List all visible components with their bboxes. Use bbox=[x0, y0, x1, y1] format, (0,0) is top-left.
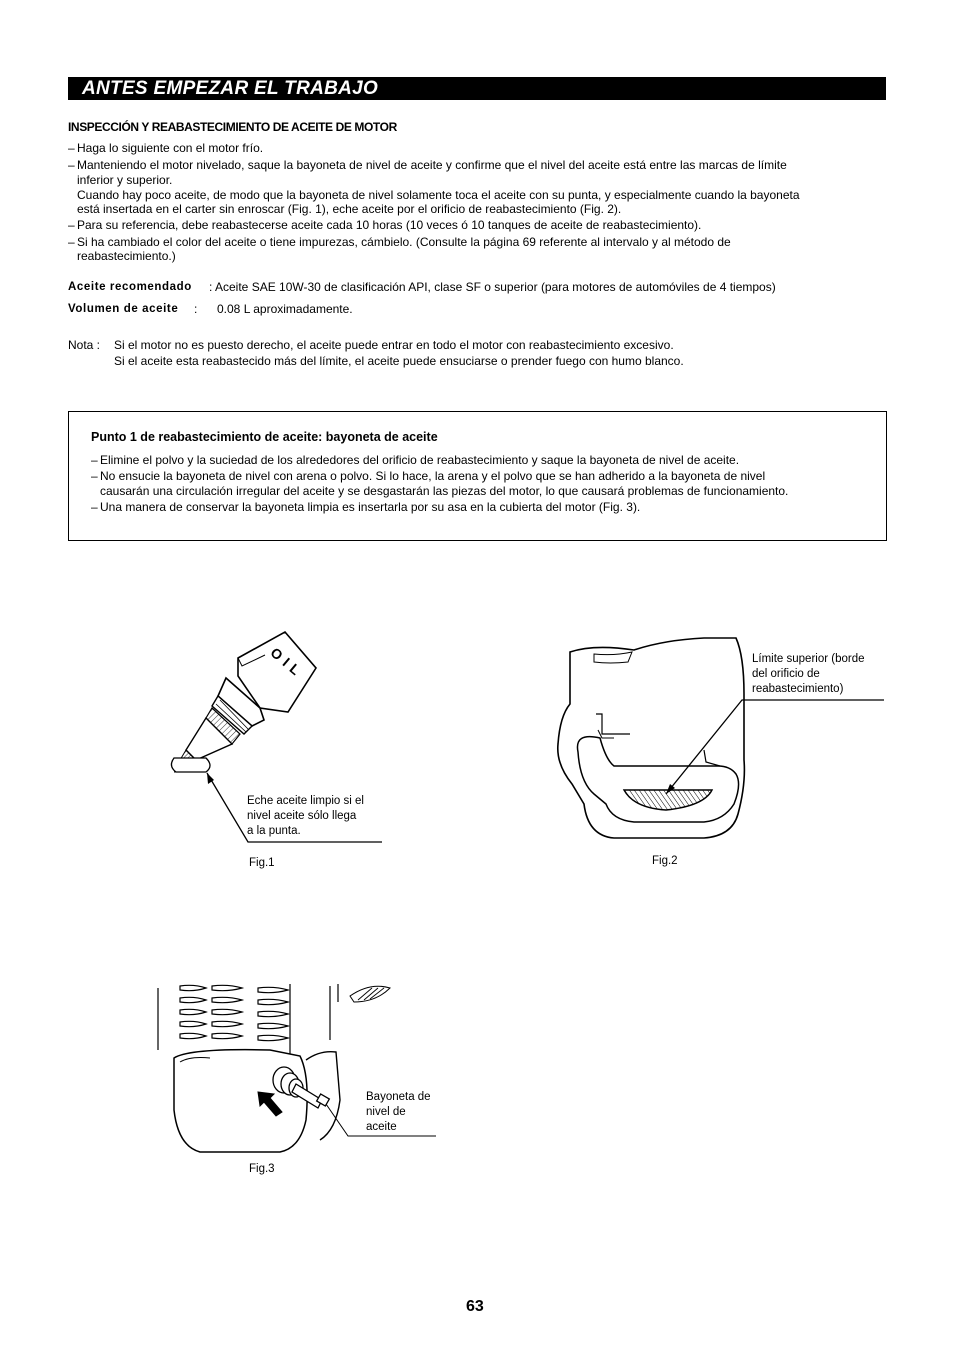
bullet-text: No ensucie la bayoneta de nivel con arena o polvo. Si lo hace, la arena y el polvo que se han adherido a la bayoneta de nivel bbox=[100, 469, 766, 483]
fig3-caption: Fig.3 bbox=[249, 1163, 275, 1175]
bullet-text: Para su referencia, debe reabastecerse aceite cada 10 horas (10 veces ó 10 tanques de aceite de reabastecimiento). bbox=[77, 218, 702, 232]
fig1-callout: Eche aceite limpio si el nivel aceite sólo llega a la punta. bbox=[247, 795, 364, 837]
bullet-text: Haga lo siguiente con el motor frío. bbox=[77, 141, 264, 155]
fig2-callout: Límite superior (borde del orificio de reabastecimiento) bbox=[752, 653, 865, 695]
bullet-text: está insertada en el carter sin enroscar (Fig. 1), eche aceite por el orificio de reabastecimiento (Fig. 2). bbox=[77, 202, 622, 216]
bullet-dash: – bbox=[68, 158, 75, 172]
tip-box-title: Punto 1 de reabastecimiento de aceite: bayoneta de aceite bbox=[91, 430, 438, 444]
bullet-dash: – bbox=[68, 218, 75, 232]
bullet-text: reabastecimiento.) bbox=[77, 249, 176, 263]
bullet-text: causarán una circulación irregular del aceite y se desgastarán las piezas del motor, lo que causará problemas de funcionamiento. bbox=[100, 484, 789, 498]
bullet-dash: – bbox=[91, 453, 98, 467]
bullet-dash: – bbox=[68, 235, 75, 249]
oil-label: Aceite recomendado bbox=[68, 281, 192, 293]
bullet-text: Elimine el polvo y la suciedad de los alrededores del orificio de reabastecimiento y saque la bayoneta de nivel de aceite. bbox=[100, 453, 740, 467]
page-number: 63 bbox=[466, 1298, 484, 1315]
volume-label: Volumen de aceite bbox=[68, 303, 179, 315]
bullet-text: inferior y superior. bbox=[77, 173, 173, 187]
bullet-dash: – bbox=[91, 469, 98, 483]
volume-separator: : bbox=[194, 302, 198, 316]
note-label: Nota : bbox=[68, 338, 101, 352]
bullet-text: Manteniendo el motor nivelado, saque la bayoneta de nivel de aceite y confirme que el nivel del aceite está entre las marcas de límite bbox=[77, 158, 787, 172]
note-line: Si el motor no es puesto derecho, el aceite puede entrar en todo el motor con reabastecimiento excesivo. bbox=[114, 338, 674, 352]
bullet-dash: – bbox=[68, 141, 75, 155]
oil-letter-l: L bbox=[286, 660, 304, 679]
bullet-text: Cuando hay poco aceite, de modo que la bayoneta de nivel solamente toca el aceite con su punta, y especialmente cuando la bayoneta bbox=[77, 188, 800, 202]
bullet-text: Una manera de conservar la bayoneta limpia es insertarla por su asa en la cubierta del motor (Fig. 3). bbox=[100, 500, 641, 514]
oil-letter-i: I bbox=[279, 654, 293, 670]
bullet-dash: – bbox=[91, 500, 98, 514]
fig2-caption: Fig.2 bbox=[652, 855, 678, 867]
section-heading: INSPECCIÓN Y REABASTECIMIENTO DE ACEITE DE MOTOR bbox=[68, 120, 397, 134]
note-line: Si el aceite esta reabastecido más del límite, el aceite puede ensuciarse o prender fuego con humo blanco. bbox=[114, 354, 684, 368]
fig3-callout: Bayoneta de nivel de aceite bbox=[366, 1091, 431, 1133]
oil-letter-o: O bbox=[267, 644, 287, 664]
fig1-caption: Fig.1 bbox=[249, 857, 275, 869]
bullet-text: Si ha cambiado el color del aceite o tiene impurezas, cámbielo. (Consulte la página 69 referente al intervalo y al método de bbox=[77, 235, 731, 249]
section-banner: ANTES EMPEZAR EL TRABAJO bbox=[68, 77, 886, 100]
volume-value: 0.08 L aproximadamente. bbox=[217, 302, 353, 316]
oil-value: : Aceite SAE 10W-30 de clasificación API, clase SF o superior (para motores de automóviles de 4 tiempos) bbox=[209, 280, 776, 294]
